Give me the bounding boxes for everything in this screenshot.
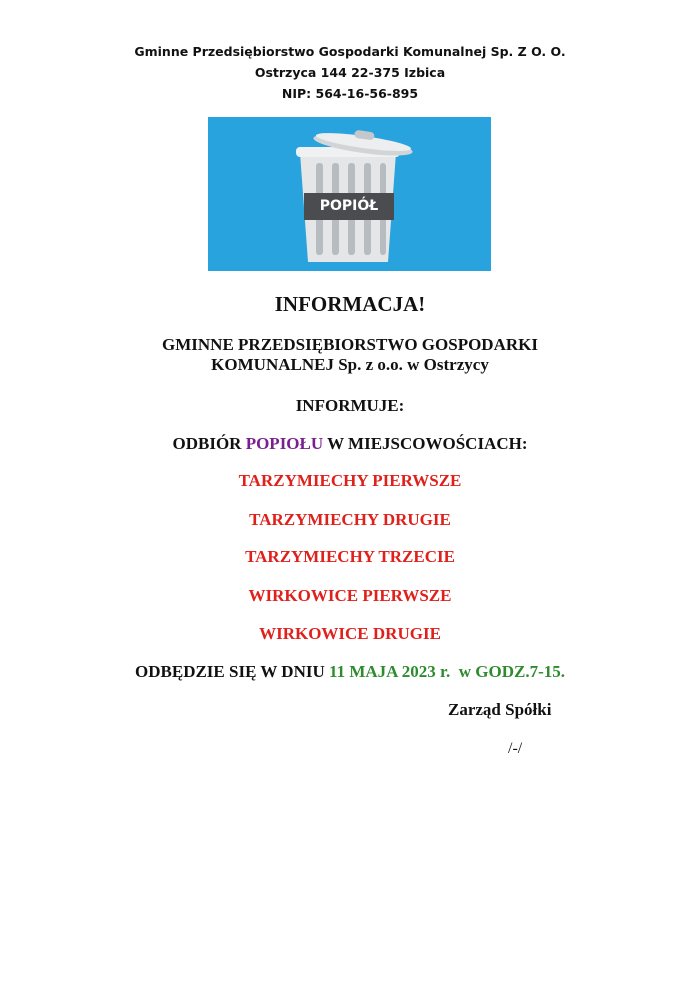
notice-title: INFORMACJA!	[274, 292, 426, 316]
informs-label: INFORMUJE:	[295, 396, 405, 415]
trash-bin-icon	[208, 117, 491, 271]
pickup-heading	[0, 434, 700, 454]
pickup-suffix: W MIEJSCOWOŚCIACH:	[323, 434, 528, 453]
signed-by: Zarząd Spółki	[448, 700, 552, 719]
place-item: TARZYMIECHY PIERWSZE	[238, 471, 462, 490]
company-address: Ostrzyca 144 22-375 Izbica	[254, 65, 446, 80]
place-item: TARZYMIECHY DRUGIE	[249, 510, 451, 529]
date-value: 11 MAJA 2023 r. w GODZ.7-15.	[329, 662, 565, 681]
ash-bin-banner	[208, 117, 491, 271]
bin-label: POPIÓŁ	[319, 198, 379, 214]
pickup-prefix: ODBIÓR	[172, 434, 246, 453]
signature: /-/	[508, 740, 523, 757]
pickup-highlight: POPIOŁU	[245, 434, 324, 453]
pickup-date	[0, 662, 700, 682]
place-item: TARZYMIECHY TRZECIE	[245, 547, 455, 566]
place-item: WIRKOWICE PIERWSZE	[248, 586, 452, 605]
org-name-line1: GMINNE PRZEDSIĘBIORSTWO GOSPODARKI	[162, 335, 538, 354]
company-name: Gminne Przedsiębiorstwo Gospodarki Komunalnej Sp. Z O. O.	[134, 44, 566, 59]
org-name-line2: KOMUNALNEJ Sp. z o.o. w Ostrzycy	[211, 355, 489, 374]
place-item: WIRKOWICE DRUGIE	[259, 624, 441, 643]
date-prefix: ODBĘDZIE SIĘ W DNIU	[135, 662, 330, 681]
company-nip: NIP: 564-16-56-895	[281, 86, 419, 101]
